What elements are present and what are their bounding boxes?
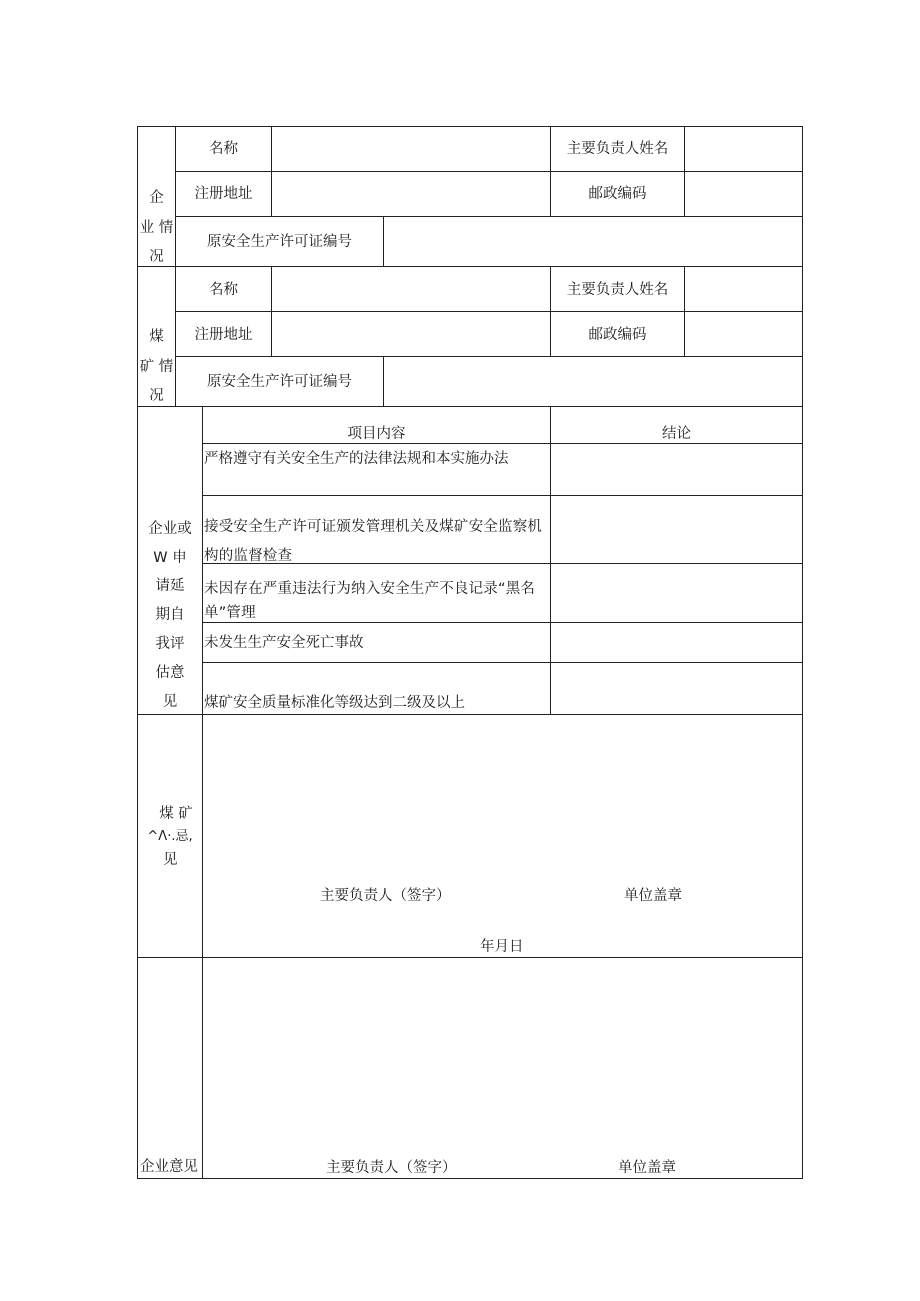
assessment-conclusion-3[interactable] — [551, 564, 802, 622]
coalmine-head-value[interactable] — [685, 267, 802, 311]
assessment-item-4: 未发生生产安全死亡事故 — [204, 635, 364, 651]
enterprise-postcode-label: 邮政编码 — [588, 186, 647, 202]
coalmine-section-label-1: 煤 — [149, 329, 164, 345]
enterprise-opinion-label: 企业意见 — [140, 1159, 198, 1175]
assessment-section-label-2: W 申 — [153, 550, 187, 566]
coalmine-head-label: 主要负责人姓名 — [566, 282, 669, 298]
coalmine-license-value[interactable] — [384, 357, 802, 406]
enterprise-address-label: 注册地址 — [194, 186, 253, 202]
assessment-section-label-4: 期自 — [155, 607, 185, 623]
coalmine-address-value[interactable] — [272, 312, 550, 356]
assessment-item-5: 煤矿安全质量标准化等级达到二级及以上 — [204, 695, 465, 711]
coalmine-opinion-label-3: 见 — [163, 852, 178, 868]
coalmine-postcode-value[interactable] — [685, 312, 802, 356]
assessment-item-1: 严格遵守有关安全生产的法律法规和本实施办法 — [204, 451, 509, 467]
coalmine-address-label: 注册地址 — [194, 327, 253, 343]
coalmine-opinion-date: 年月日 — [480, 939, 524, 955]
enterprise-license-value[interactable] — [384, 217, 802, 266]
assessment-item-2: 接受安全生产许可证颁发管理机关及煤矿安全监察机构的监督检查 — [204, 519, 543, 564]
border-right — [802, 126, 803, 1179]
assessment-section-label-6: 估意 — [155, 665, 185, 681]
assessment-section-label-3: 请延 — [155, 578, 185, 594]
assessment-conclusion-5[interactable] — [551, 663, 802, 714]
coalmine-opinion-label-2: ^Λ·.忌, — [147, 829, 193, 844]
enterprise-name-label: 名称 — [209, 141, 238, 157]
assessment-col-conclusion-header: 结论 — [662, 426, 691, 442]
enterprise-license-label: 原安全生产许可证编号 — [207, 234, 352, 250]
col-line — [175, 126, 176, 407]
coalmine-license-label: 原安全生产许可证编号 — [207, 374, 352, 390]
enterprise-head-label: 主要负责人姓名 — [566, 141, 669, 157]
coalmine-opinion-signature: 主要负责人（签字） — [320, 888, 451, 904]
assessment-col-item-header: 项目内容 — [347, 426, 406, 442]
border-bottom — [137, 1178, 803, 1179]
enterprise-section-label-2: 业 情 — [139, 220, 174, 236]
assessment-section-label-5: 我评 — [155, 636, 185, 652]
assessment-conclusion-1[interactable] — [551, 444, 802, 495]
assessment-section-label-7: 见 — [162, 694, 178, 710]
coalmine-section-label-3: 况 — [149, 388, 164, 404]
enterprise-section-label-3: 况 — [149, 249, 164, 265]
enterprise-section-label-1: 企 — [149, 190, 164, 206]
enterprise-postcode-value[interactable] — [685, 172, 802, 216]
coalmine-opinion-label-1: 煤 矿 — [159, 806, 193, 822]
enterprise-opinion-seal: 单位盖章 — [618, 1160, 676, 1176]
row-line — [137, 957, 803, 958]
enterprise-name-value[interactable] — [272, 127, 550, 171]
enterprise-opinion-signature: 主要负责人（签字） — [326, 1160, 457, 1176]
col-line — [202, 406, 203, 1179]
coalmine-postcode-label: 邮政编码 — [588, 327, 647, 343]
enterprise-address-value[interactable] — [272, 172, 550, 216]
assessment-section-label-1: 企业或 — [148, 521, 192, 537]
coalmine-name-value[interactable] — [272, 267, 550, 311]
row-line — [137, 714, 803, 715]
assessment-conclusion-4[interactable] — [551, 623, 802, 662]
coalmine-section-label-2: 矿 情 — [139, 359, 174, 375]
coalmine-name-label: 名称 — [209, 282, 238, 298]
enterprise-head-value[interactable] — [685, 127, 802, 171]
row-line — [137, 406, 803, 407]
assessment-item-3: 未因存在严重违法行为纳入安全生产不良记录“黑名单”管理 — [204, 581, 536, 621]
assessment-conclusion-2[interactable] — [551, 496, 802, 563]
coalmine-opinion-seal: 单位盖章 — [624, 888, 682, 904]
